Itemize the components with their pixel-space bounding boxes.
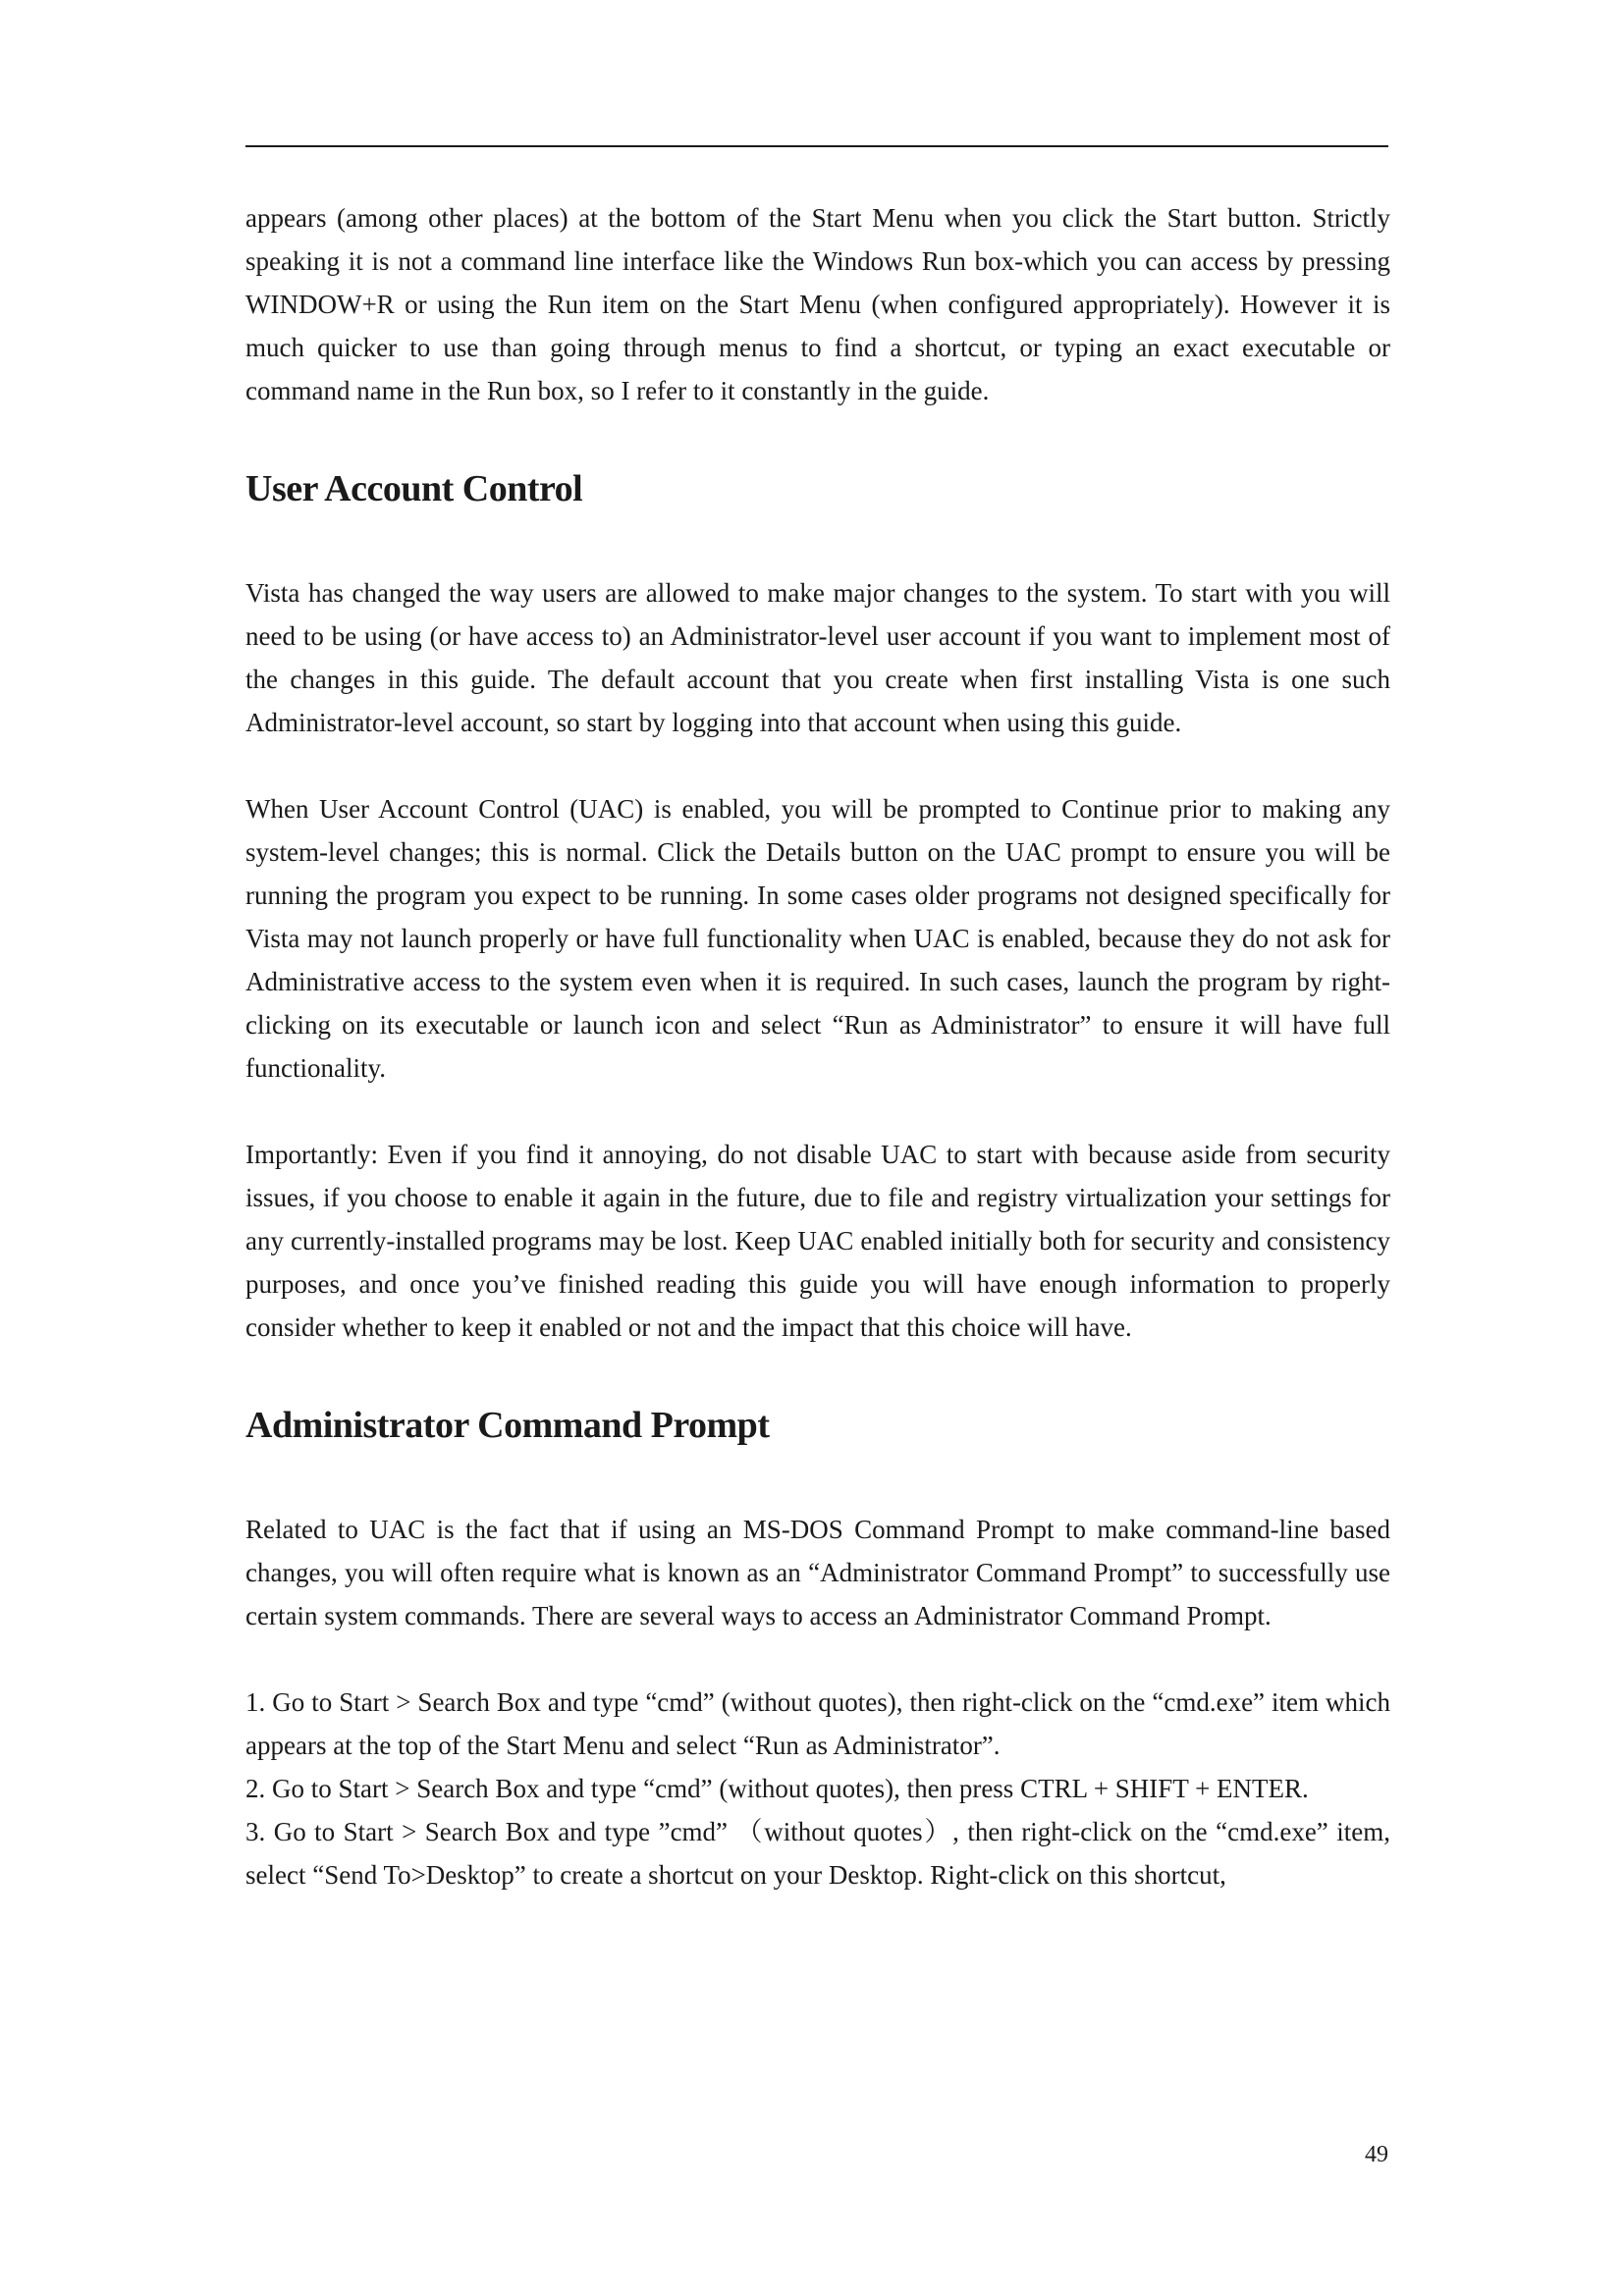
admin-prompt-intro: Related to UAC is the fact that if using an MS-DOS Command Prompt to make command-line based changes, you will often require what is known as an “Administrator Command Prompt” to successfully use certain system commands. There are several ways to access an Administrator Command Prompt. <box>245 1515 1390 1630</box>
header-rule <box>245 145 1388 147</box>
admin-prompt-step-2: 2. Go to Start > Search Box and type “cmd” (without quotes), then press CTRL + SHIFT + ENTER. <box>245 1774 1309 1803</box>
heading-user-account-control: User Account Control <box>245 468 583 509</box>
uac-paragraph-2: When User Account Control (UAC) is enabled, you will be prompted to Continue prior to making any system-level changes; this is normal. Click the Details button on the UAC prompt to ensure you will be running the program you expect to be running. In some cases older programs not designed specifically for Vista may not launch properly or have full functionality when UAC is enabled, because they do not ask for Administrative access to the system even when it is required. In such cases, launch the program by right-clicking on its executable or launch icon and select “Run as Administrator” to ensure it will have full functionality. <box>245 794 1390 1083</box>
intro-paragraph: appears (among other places) at the bottom of the Start Menu when you click the Start button. Strictly speaking it is not a command line interface like the Windows Run box-which you can access by pressing WINDOW+R or using the Run item on the Start Menu (when configured appropriately). However it is much quicker to use than going through menus to find a shortcut, or typing an exact executable or command name in the Run box, so I refer to it constantly in the guide. <box>245 203 1390 405</box>
heading-administrator-command-prompt: Administrator Command Prompt <box>245 1405 770 1446</box>
admin-prompt-step-3: 3. Go to Start > Search Box and type ”cmd” （without quotes）, then right-click on the “cmd.exe” item, select “Send To>Desktop” to create a shortcut on your Desktop. Right-click on this shortcut, <box>245 1817 1390 1890</box>
page-number: 49 <box>1365 2142 1388 2167</box>
page-content <box>245 196 1390 1896</box>
uac-paragraph-3: Importantly: Even if you find it annoying, do not disable UAC to start with because aside from security issues, if you choose to enable it again in the future, due to file and registry virtualization your settings for any currently-installed programs may be lost. Keep UAC enabled initially both for security and consistency purposes, and once you’ve finished reading this guide you will have enough information to properly consider whether to keep it enabled or not and the impact that this choice will have. <box>245 1140 1390 1342</box>
admin-prompt-step-1: 1. Go to Start > Search Box and type “cmd” (without quotes), then right-click on the “cmd.exe” item which appears at the top of the Start Menu and select “Run as Administrator”. <box>245 1687 1390 1760</box>
uac-paragraph-1: Vista has changed the way users are allowed to make major changes to the system. To start with you will need to be using (or have access to) an Administrator-level user account if you want to implement most of the changes in this guide. The default account that you create when first installing Vista is one such Administrator-level account, so start by logging into that account when using this guide. <box>245 578 1390 737</box>
